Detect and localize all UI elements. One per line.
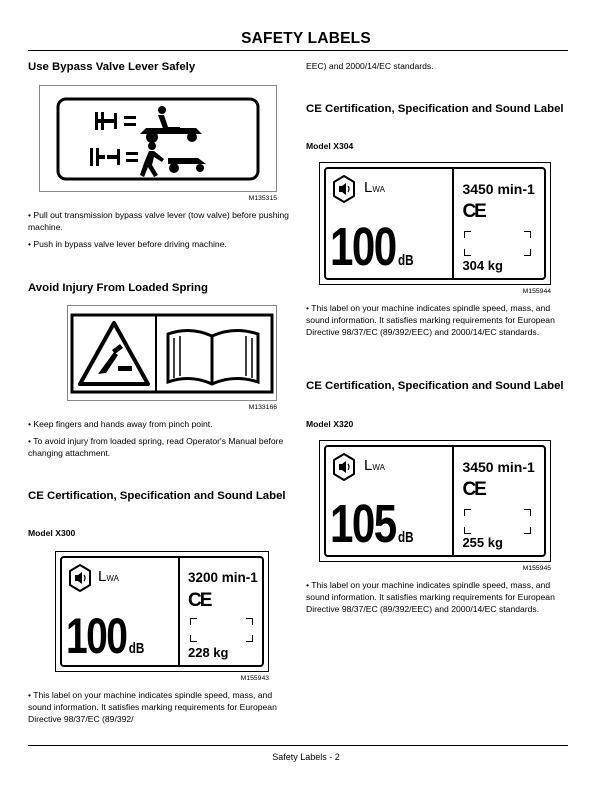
ce-x300-ce-mark: CE [188,590,211,611]
bypass-figure-code: M135315 [248,195,277,202]
ce-x300-db [66,608,145,664]
carryover-text: EEC) and 2000/14/EC standards. [306,61,434,71]
ce-x320-lwa [364,457,385,474]
bypass-bullet-1: • Pull out transmission bypass valve lever (tow valve) before pushing machine. [28,210,289,232]
ce-x300-model: Model X300 [28,528,76,538]
ce-x304-db-unit: dB [397,252,414,269]
page-title: SAFETY LABELS [241,30,371,47]
ce-x304-lwa-sub: WA [372,185,385,194]
bypass-bullet-2-text: Push in bypass valve lever before driving machine. [33,239,227,249]
ce-x320-kg: 255 kg [462,535,503,550]
ce-x300-bullet: • This label on your machine indicates spindle speed, mass, and sound information. It satisfies marking requirements for European Directive 98/37/EC (89/392/ [28,690,277,724]
ce-x320-corner-tl [464,509,471,516]
ce-x320-db-unit: dB [397,529,414,546]
ce-x320-ce-mark: CE [462,479,485,500]
spring-figure-code: M133166 [248,404,277,411]
ce-x300-db-unit: dB [128,640,145,657]
ce-x300-corner-tr [246,618,253,625]
ce-x304-corner-bl [464,249,471,256]
ce-x300-lwa [98,568,119,585]
ce-x300-kg: 228 kg [188,645,229,660]
ce-x304-corner-tl [464,231,471,238]
ce-x304-model: Model X304 [306,141,354,151]
ce-x300-sound-panel [62,558,180,665]
spring-bullet-2-text: To avoid injury from loaded spring, read Operator's Manual before changing attachment. [28,436,284,458]
ce-x304-corner-tr [524,231,531,238]
ce-x320-heading: CE Certification, Specification and Sound Label [306,380,564,392]
ce-x320-sound-panel [326,447,454,555]
ce-x304-label [319,162,551,285]
ce-x300-lwa-sub: WA [106,574,119,583]
spring-bullet-2: • To avoid injury from loaded spring, read Operator's Manual before changing attachment. [28,436,284,458]
ce-x304-rpm: 3450 min-1 [462,181,535,197]
ce-x304-lwa-letter: L [364,179,373,196]
ce-x300-bullet-text: This label on your machine indicates spindle speed, mass, and sound information. It satisfies marking requirements for European Directive 98/37/EC (89/392/ [28,690,277,724]
ce-x304-corner-br [524,249,531,256]
loaded-spring-figure [67,305,277,401]
spring-bullet-1: • Keep fingers and hands away from pinch point. [28,419,213,429]
ce-x304-db [330,217,414,277]
bypass-bullet-1-text: Pull out transmission bypass valve lever (tow valve) before pushing machine. [28,210,289,232]
footer-rule [28,745,568,746]
ce-x304-db-value: 100 [330,217,396,277]
ce-x320-spec-panel [452,447,544,555]
ce-x320-label-frame [324,445,546,557]
ce-x320-model: Model X320 [306,419,354,429]
ce-x300-spec-panel [178,558,262,665]
page-footer: Safety Labels - 2 [272,752,340,762]
ce-x300-label [55,551,269,672]
ce-x304-bullet: • This label on your machine indicates spindle speed, mass, and sound information. It satisfies marking requirements for European Directive 98/37/EC (89/392/EEC) and 2000/14/EC standards. [306,303,555,337]
ce-x304-ce-mark: CE [462,201,485,222]
bypass-valve-figure [39,85,277,192]
pinch-point-decal-icon [68,306,276,400]
ce-x320-bullet: • This label on your machine indicates spindle speed, mass, and sound information. It satisfies marking requirements for European Directive 98/37/EC (89/392/EEC) and 2000/14/EC standards. [306,580,555,614]
speaker-icon [68,564,92,592]
ce-x320-bullet-text: This label on your machine indicates spindle speed, mass, and sound information. It satisfies marking requirements for European Directive 98/37/EC (89/392/EEC) and 2000/14/EC standards. [306,580,555,614]
ce-x300-figure-code: M155943 [240,675,269,682]
ce-x304-label-frame [324,167,546,280]
bypass-valve-decal-icon [40,86,276,191]
ce-x304-spec-panel [452,169,544,278]
ce-x320-lwa-sub: WA [372,463,385,472]
spring-bullet-1-text: Keep fingers and hands away from pinch point. [33,419,213,429]
ce-x320-corner-br [524,527,531,534]
ce-x304-sound-panel [326,169,454,278]
ce-x300-lwa-letter: L [98,568,107,585]
ce-x300-corner-bl [190,635,197,642]
ce-x300-rpm: 3200 min-1 [188,570,258,585]
ce-x304-figure-code: M155944 [522,288,551,295]
ce-x320-lwa-letter: L [364,457,373,474]
ce-x300-label-frame [60,556,264,667]
ce-x300-db-value: 100 [66,608,127,664]
ce-x320-figure-code: M155945 [522,565,551,572]
ce-x320-corner-tr [524,509,531,516]
ce-x320-label [319,440,551,562]
bypass-bullet-2: • Push in bypass valve lever before driving machine. [28,239,227,249]
ce-x304-heading: CE Certification, Specification and Sound Label [306,103,564,115]
ce-x304-lwa [364,179,385,196]
bypass-heading: Use Bypass Valve Lever Safely [28,61,196,73]
speaker-icon [332,175,356,203]
ce-x320-rpm: 3450 min-1 [462,459,535,475]
ce-x320-corner-bl [464,527,471,534]
speaker-icon [332,453,356,481]
ce-x320-db-value: 105 [330,494,396,554]
ce-x320-db [330,494,414,554]
ce-x300-corner-br [246,635,253,642]
header-rule [28,50,568,51]
ce-x300-corner-tl [190,618,197,625]
ce-x304-bullet-text: This label on your machine indicates spindle speed, mass, and sound information. It satisfies marking requirements for European Directive 98/37/EC (89/392/EEC) and 2000/14/EC standards. [306,303,555,337]
spring-heading: Avoid Injury From Loaded Spring [28,282,208,294]
ce-x304-kg: 304 kg [462,258,503,273]
ce-x300-heading: CE Certification, Specification and Sound Label [28,490,286,502]
